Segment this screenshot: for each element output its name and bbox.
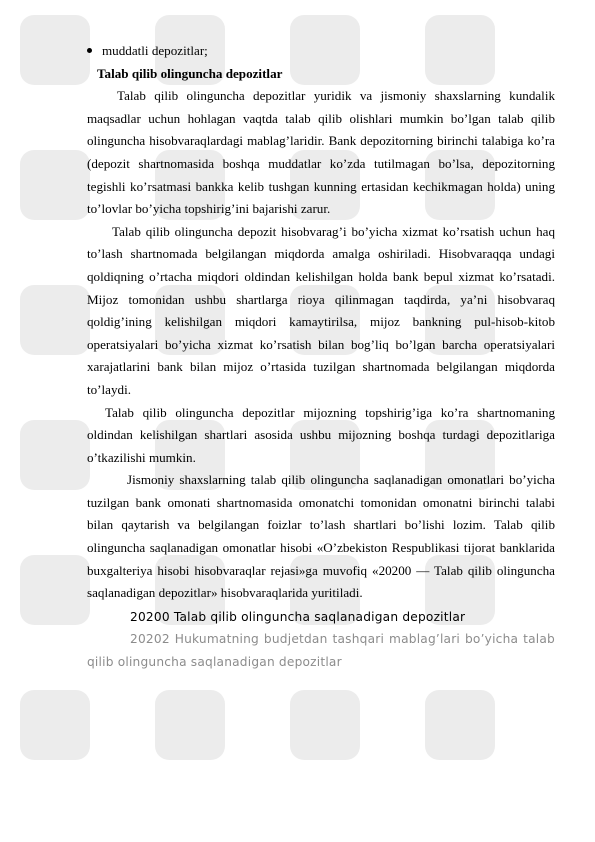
paragraph-service-fee: Talab qilib olinguncha depozit hisobvarag’i bo’yicha xizmat ko’rsatish uchun haq to’lash shartnomada belgilangan miqdorda amalga oshiriladi. Hisobvaraqqa undagi qoldiqning o’rtacha miqdori oldindan kelishilgan holda bank bepul xizmat ko’rsatadi. Mijoz tomonidan ushbu shartlarga rioya qilinmagan taqdirda, ya’ni hisobvaraq qoldig’ining kelishilgan miqdori kamaytirilsa, mijoz bankning pul-hisob-kitob operatsiyalari bo’yicha xizmat ko’rsatish bilan bog’liq bo’lgan barcha operatsiyalari xarajatlarini bank bilan mijoz o’rtasida tuzilgan shartnomada belgilangan miqdorda to’laydi. — [87, 223, 555, 397]
document-body — [87, 40, 555, 674]
account-20202-line: 20202 Hukumatning budjetdan tashqari mablag’lari bo’yicha talab qilib olinguncha saqlanadigan depozitlar — [87, 632, 555, 670]
list-item-text: muddatli depozitlar; — [102, 43, 208, 58]
section-heading: Talab qilib olinguncha depozitlar — [97, 65, 283, 81]
paragraph-definition: Talab qilib olinguncha depozitlar yuridik va jismoniy shaxslarning kundalik maqsadlar uchun hohlagan vaqtda talab qilib olishlari mumkin bo’lgan talab qilib olinguncha hisobvaraqlardagi mablag’laridir. Bank depozitorning birinchi talabiga ko’ra (depozit shartnomasida boshqa muddatlar ko’zda tutilmagan bo’lsa, depozitorning tegishli ko’rsatmasi bankka kelib tushgan kunning ertasidan kechikmagan holda) uning to’lovlar bo’yicha topshirig’ini bajarishi zarur. — [87, 88, 555, 217]
bullet-icon — [87, 48, 92, 53]
list-item — [87, 40, 555, 63]
account-20200-line: 20200 Talab qilib olinguncha saqlanadigan depozitlar — [130, 609, 466, 624]
paragraph-transfer: Talab qilib olinguncha depozitlar mijozning topshirig’iga ko’ra shartnomaning oldindan kelishilgan shartlari asosida ushbu mijozning boshqa turdagi depozitlariga o’tkazilishi mumkin. — [87, 404, 555, 465]
paragraph-individual-deposits: Jismoniy shaxslarning talab qilib olinguncha saqlanadigan omonatlari bo’yicha tuzilgan bank omonati shartnomasida omonatchi tomonidan omonatni birinchi talabi bilan qaytarish va belgilangan foizlar to’lash shartlari bo’lishi lozim. Talab qilib olinguncha saqlanadigan omonatlar hisobi «O’zbekiston Respublikasi tijorat banklarida buxgalteriya hisobi hisobvaraqlar rejasi»ga muvofiq «20200 — Talab qilib olinguncha saqlanadigan depozitlar» hisobvaraqlarida yuritiladi. — [87, 472, 555, 601]
